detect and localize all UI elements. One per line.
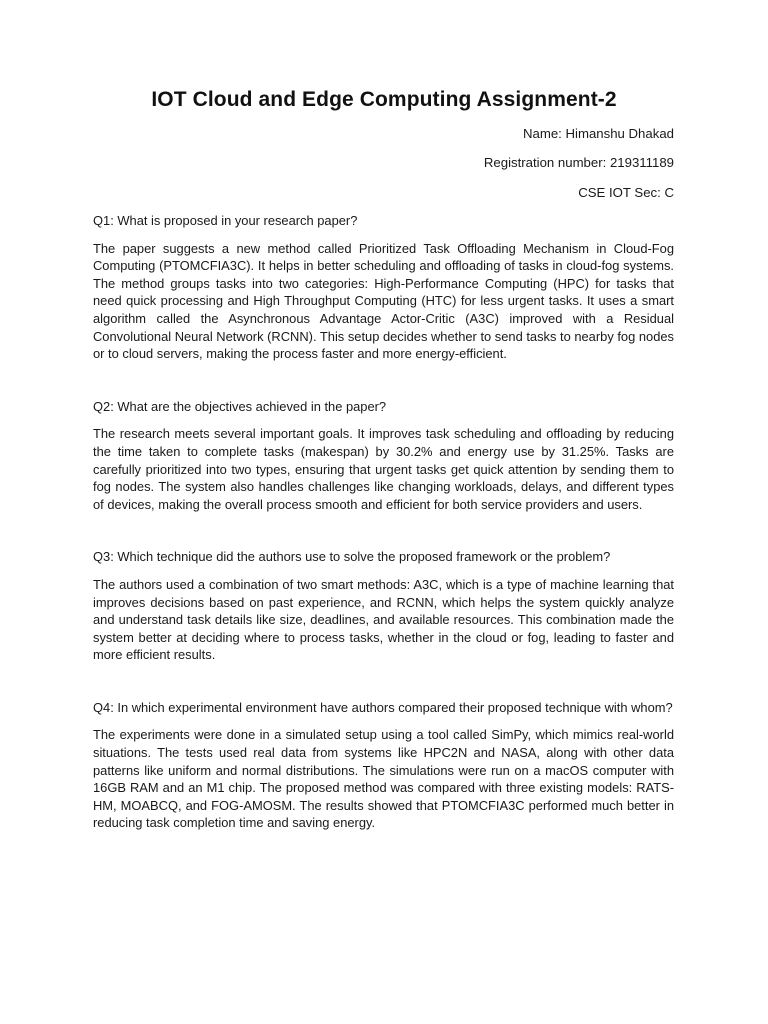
answer-1: The paper suggests a new method called Prioritized Task Offloading Mechanism in Cloud-Fog Computing (PTOMCFIA3C). It helps in better scheduling and offloading of tasks in cloud-fog systems. The method groups tasks into two categories: High-Performance Computing (HPC) for tasks that need quick processing and High Throughput Computing (HTC) for less urgent tasks. It uses a smart algorithm called the Asynchronous Advantage Actor-Critic (A3C) improved with a Residual Convolutional Neural Network (RCNN). This setup decides whether to send tasks to nearby fog nodes or to cloud servers, making the process faster and more energy-efficient. xyxy=(93,240,674,362)
registration-number: Registration number: 219311189 xyxy=(483,155,674,170)
page-title: IOT Cloud and Edge Computing Assignment-2 xyxy=(151,88,617,111)
qa-block-1 xyxy=(93,212,674,363)
answer-2: The research meets several important goals. It improves task scheduling and offloading by reducing the time taken to complete tasks (makespan) by 30.2% and energy use by 31.25%. Tasks are carefully prioritized into two types, ensuring that urgent tasks get quick attention by sending them to fog nodes. The system also handles challenges like changing workloads, delays, and different types of devices, making the overall process smooth and efficient for both service providers and users. xyxy=(93,426,674,512)
question-1: Q1: What is proposed in your research paper? xyxy=(93,213,358,228)
section-info: CSE IOT Sec: C xyxy=(578,185,674,200)
qa-block-4 xyxy=(93,699,674,832)
answer-4: The experiments were done in a simulated setup using a tool called SimPy, which mimics real-world situations. The tests used real data from systems like HPC2N and NASA, along with other data patterns like uniform and normal distributions. The simulations were run on a macOS computer with 16GB RAM and an M1 chip. The proposed method was compared with three existing models: RATS-HM, MOABCQ, and FOG-AMOSM. The results showed that PTOMCFIA3C performed much better in reducing task completion time and saving energy. xyxy=(93,727,674,831)
qa-content xyxy=(93,212,674,832)
question-3: Q3: Which technique did the authors use to solve the proposed framework or the problem? xyxy=(93,549,611,565)
question-2: Q2: What are the objectives achieved in the paper? xyxy=(93,398,387,414)
answer-3: The authors used a combination of two smart methods: A3C, which is a type of machine learning that improves decisions based on past experience, and RCNN, which helps the system quickly analyze and understand task details like size, deadlines, and available resources. This combination made the system better at deciding where to process tasks, whether in the cloud or fog, leading to faster and more efficient results. xyxy=(93,576,674,663)
question-4: Q4: In which experimental environment have authors compared their proposed technique with whom? xyxy=(93,699,673,715)
student-name: Name: Himanshu Dhakad xyxy=(523,126,674,141)
qa-block-3 xyxy=(93,548,674,664)
qa-block-2 xyxy=(93,398,674,514)
